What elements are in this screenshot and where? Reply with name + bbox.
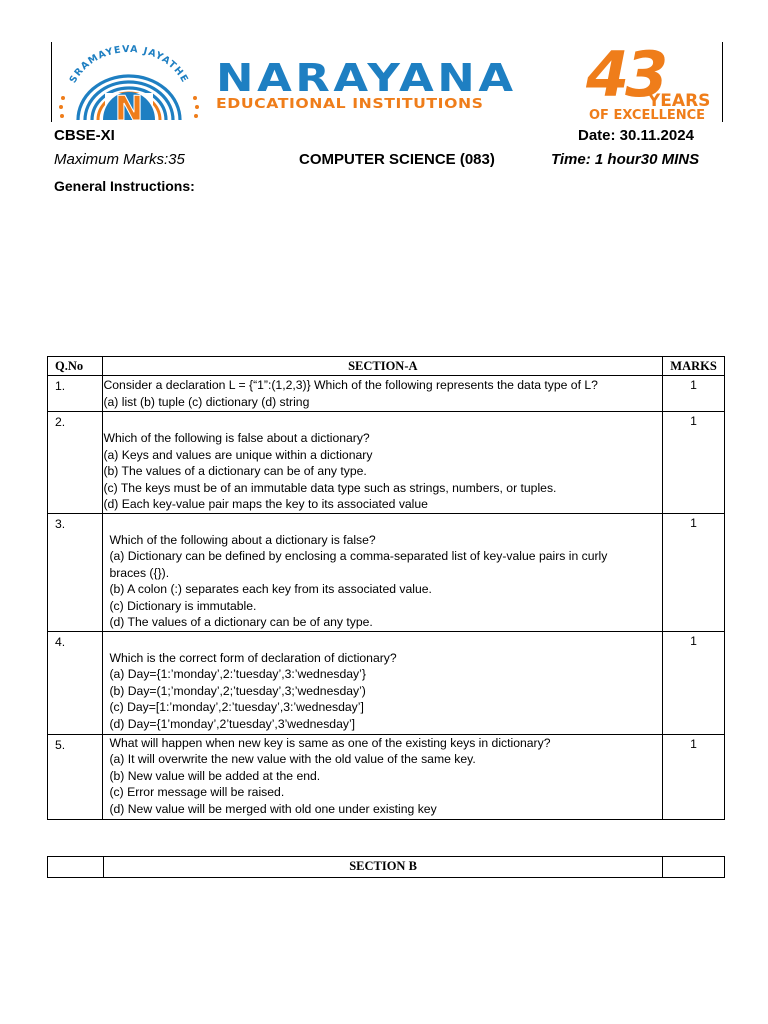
question-number: 1. — [48, 376, 103, 412]
question-number: 5. — [48, 734, 103, 819]
anniversary-subtitle: OF EXCELLENCE — [589, 108, 706, 120]
col-section-header: SECTION-A — [103, 357, 663, 376]
question-number: 2. — [48, 412, 103, 514]
question-row-4 — [48, 631, 725, 734]
section-a-table — [47, 356, 725, 820]
question-line: (c) Error message will be raised. — [109, 785, 285, 799]
question-line: (a) Keys and values are unique within a dictionary — [103, 447, 373, 462]
question-text — [103, 734, 663, 819]
question-line: (c) Day=[1:’monday’,2:’tuesday’,3:’wednesday’] — [109, 700, 364, 714]
question-line: (a) Dictionary can be defined by enclosing a comma-separated list of key-value pairs in curly — [109, 549, 608, 563]
question-line: (d) The values of a dictionary can be of any type. — [109, 615, 373, 629]
question-line: (d) Each key-value pair maps the key to its associated value — [103, 497, 428, 511]
question-row-5 — [48, 734, 725, 819]
question-text — [103, 631, 663, 734]
question-line: (c) Dictionary is immutable. — [109, 598, 257, 613]
question-row-2 — [48, 412, 725, 514]
section-b-empty-cell — [662, 857, 724, 878]
question-marks: 1 — [663, 412, 725, 514]
question-row-3 — [48, 513, 725, 631]
anniversary-years: YEARS — [648, 91, 711, 111]
max-marks: Maximum Marks:35 — [54, 151, 185, 168]
question-line: Which of the following about a dictionary is false? — [109, 532, 376, 547]
question-line: (b) New value will be added at the end. — [109, 768, 321, 783]
question-line: Which of the following is false about a dictionary? — [103, 431, 370, 445]
section-b-table — [47, 856, 725, 878]
question-marks: 1 — [663, 513, 725, 631]
section-b-header-row — [48, 857, 725, 878]
question-marks: 1 — [663, 376, 725, 412]
question-line: (c) The keys must be of an immutable data type such as strings, numbers, or tuples. — [103, 480, 557, 495]
question-text — [103, 412, 663, 514]
question-line: (b) A colon (:) separates each key from its associated value. — [109, 582, 432, 596]
question-row-1 — [48, 376, 725, 412]
question-marks: 1 — [663, 734, 725, 819]
question-line: Consider a declaration L = {“1”:(1,2,3)} Which of the following represents the data type of L? — [103, 378, 598, 392]
section-a-header-row — [48, 357, 725, 376]
class-label: CBSE-XI — [54, 127, 115, 144]
exam-time: Time: 1 hour30 MINS — [551, 151, 700, 168]
header-left-rule — [51, 42, 52, 122]
subject-title: COMPUTER SCIENCE (083) — [299, 151, 495, 168]
question-line: Which is the correct form of declaration of dictionary? — [109, 650, 397, 665]
question-line: What will happen when new key is same as one of the existing keys in dictionary? — [109, 735, 551, 750]
question-line: (a) Day={1:’monday’,2:’tuesday’,3:’wednesday’} — [109, 667, 366, 681]
question-line: (b) The values of a dictionary can be of any type. — [103, 464, 367, 478]
col-marks-header: MARKS — [663, 357, 725, 376]
brand-wordmark — [216, 56, 517, 112]
question-line: (d) Day={1’monday’,2’tuesday’,3’wednesday’] — [109, 716, 356, 731]
question-line: (b) Day=(1;’monday’,2;’tuesday’,3;’wednesday’) — [109, 683, 366, 698]
general-instructions-heading: General Instructions: — [54, 178, 195, 194]
question-line: (a) list (b) tuple (c) dictionary (d) string — [103, 394, 310, 409]
question-line: (a) It will overwrite the new value with the old value of the same key. — [109, 752, 476, 766]
exam-date: Date: 30.11.2024 — [578, 127, 694, 144]
section-b-title: SECTION B — [104, 857, 662, 878]
brand-name: NARAYANA — [216, 56, 517, 100]
question-line: braces ({}). — [109, 565, 170, 580]
section-b-empty-cell — [48, 857, 104, 878]
narayana-seal-logo — [56, 44, 202, 122]
col-qno-header: Q.No — [48, 357, 103, 376]
header-right-rule — [722, 42, 723, 122]
question-number: 4. — [48, 631, 103, 734]
question-line: (d) New value will be merged with old one under existing key — [109, 801, 437, 816]
question-text — [103, 376, 663, 412]
seal-text: SRAMAYEVA JAYATHE — [67, 44, 191, 86]
brand-subtitle: EDUCATIONAL INSTITUTIONS — [216, 96, 484, 112]
question-marks: 1 — [663, 631, 725, 734]
seal-letter: N — [114, 89, 144, 122]
question-number: 3. — [48, 513, 103, 631]
anniversary-number: 43 — [586, 40, 665, 111]
anniversary-logo — [584, 40, 722, 120]
svg-text:SRAMAYEVA JAYATHE — [68, 44, 191, 85]
question-text — [103, 513, 663, 631]
